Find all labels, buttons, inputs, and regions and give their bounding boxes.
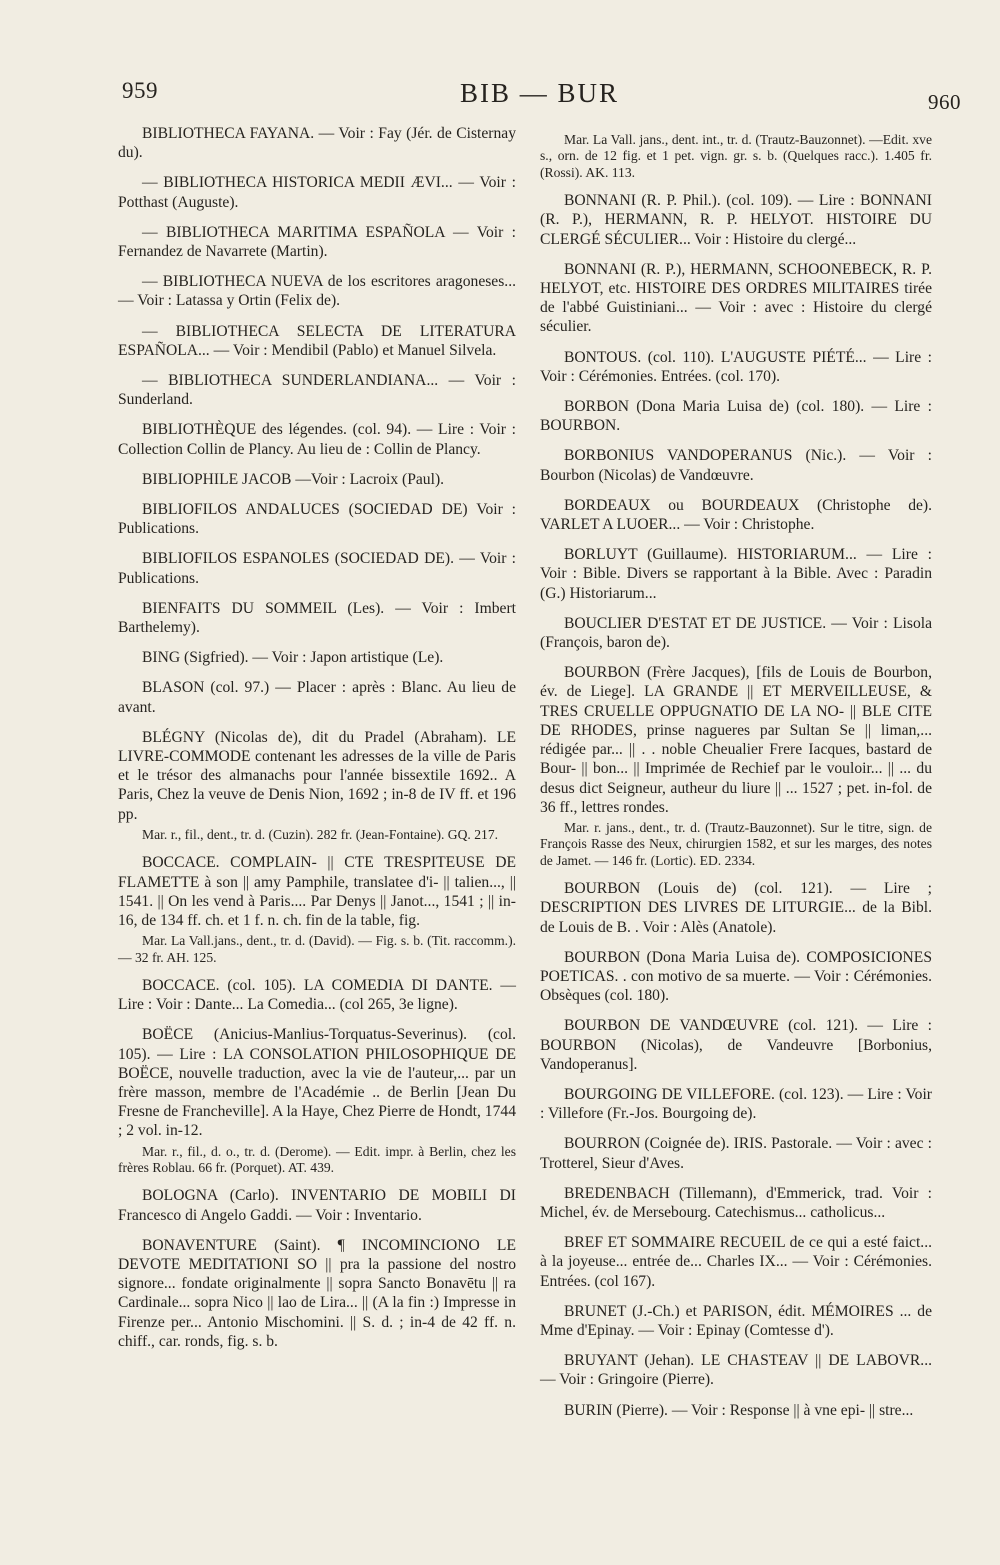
entry: BRUNET (J.-Ch.) et PARISON, édit. MÉMOIRES ... de Mme d'Epinay. — Voir : Epinay (Comtesse d').: [540, 1302, 932, 1339]
entry: BOUCLIER D'ESTAT ET DE JUSTICE. — Voir : Lisola (François, baron de).: [540, 614, 932, 652]
running-head: BIB — BUR: [460, 78, 620, 108]
entry: BIBLIOTHECA FAYANA. — Voir : Fay (Jér. de Cisternay du).: [118, 125, 516, 162]
entry: BIENFAITS DU SOMMEIL (Les). — Voir : Imbert Barthelemy).: [118, 599, 516, 637]
binding-note: Mar. La Vall.jans., dent., tr. d. (David). — Fig. s. b. (Tit. raccomm.). — 32 fr. AH. 125.: [118, 933, 516, 965]
entry: BONNANI (R. P.), HERMANN, SCHOONEBECK, R. P. HELYOT, etc. HISTOIRE DES ORDRES MILITAIRES tirée de l'abbé Guistiniani... — Voir : avec : Histoire du clergé séculier.: [540, 260, 932, 336]
entry: BONTOUS. (col. 110). L'AUGUSTE PIÉTÉ... — Lire : Voir : Cérémonies. Entrées. (col. 170).: [540, 348, 932, 385]
binding-note: Mar. La Vall. jans., dent. int., tr. d. (Trautz-Bauzonnet). —Edit. xve s., orn. de 12 fig. et 1 pet. vign. gr. s. b. (Quelques racc.). 1.405 fr. (Rossi). AK. 113.: [540, 132, 932, 180]
binding-note: Mar. r., fil., d. o., tr. d. (Derome). — Edit. impr. à Berlin, chez les frères Roblau. 66 fr. (Porquet). AT. 439.: [118, 1143, 516, 1175]
left-page-number: 959: [122, 78, 158, 103]
entry: BREF ET SOMMAIRE RECUEIL de ce qui a esté faict... à la joyeuse... entrée de... Charles IX... — Voir : Cérémonies. Entrées. (col 167).: [540, 1234, 932, 1290]
entry: BORBON (Dona Maria Luisa de) (col. 180). — Lire : BOURBON.: [540, 398, 932, 435]
entry: — BIBLIOTHECA SELECTA DE LITERATURA ESPAÑOLA... — Voir : Mendibil (Pablo) et Manuel Silvela.: [118, 322, 516, 359]
binding-note: Mar. r. jans., dent., tr. d. (Trautz-Bauzonnet). Sur le titre, sign. de François Rasse des Neux, chirurgien 1582, et sur les marges, des notes de Jamet. — 146 fr. (Lortic). ED. 2334.: [540, 819, 932, 868]
entry: BOURBON (Dona Maria Luisa de). COMPOSICIONES POETICAS. . con motivo de sa muerte. — Voir : Cérémonies. Obsèques (col. 180).: [540, 948, 932, 1005]
entry: BIBLIOTHÈQUE des légendes. (col. 94). — Lire : Voir : Collection Collin de Plancy. Au lieu de : Collin de Plancy.: [118, 421, 516, 458]
entry: BOCCACE. COMPLAIN- || CTE TRESPITEUSE DE FLAMETTE à son || amy Pamphile, translatee d'i- || talien..., || 1541. || On les vend à Paris.... Par Denys || Janot..., 1541 ; || in-16, de 134 ff. ch. et 1 f. n. ch. fin de la table, fig.: [118, 854, 516, 929]
entry: — BIBLIOTHECA NUEVA de los escritores aragoneses... — Voir : Latassa y Ortin (Felix de).: [118, 273, 516, 310]
entry: BONNANI (R. P. Phil.). (col. 109). — Lire : BONNANI (R. P.), HERMANN, R. P. HELYOT. HISTOIRE DU CLERGÉ SÉCULIER... Voir : Histoire du clergé...: [540, 192, 932, 248]
entry: — BIBLIOTHECA MARITIMA ESPAÑOLA — Voir : Fernandez de Navarrete (Martin).: [118, 223, 516, 261]
entry: BIBLIOPHILE JACOB —Voir : Lacroix (Paul).: [142, 470, 445, 488]
binding-note: Mar. r., fil., dent., tr. d. (Cuzin). 282 fr. (Jean-Fontaine). GQ. 217.: [142, 826, 499, 842]
left-column: [118, 124, 516, 1362]
entry: BOËCE (Anicius-Manlius-Torquatus-Severinus). (col. 105). — Lire : LA CONSOLATION PHILOSOPHIQUE DE BOËCE, nouvelle traduction, avec la vie de l'auteur,... par un frère masson, membre de l'Académie .. de Berlin [Jean Du Fresne de Francheville]. A la Haye, Chez Pierre de Hondt, 1744 ; 2 vol. in-12.: [118, 1026, 516, 1140]
entry: BOURBON (Louis de) (col. 121). — Lire ; DESCRIPTION DES LIVRES DE LITURGIE... de la Bibl. de Louis de B. . Voir : Alès (Anatole).: [540, 880, 932, 936]
entry: BLASON (col. 97.) — Placer : après : Blanc. Au lieu de avant.: [118, 679, 516, 716]
entry: BOURGOING DE VILLEFORE. (col. 123). — Lire : Voir : Villefore (Fr.-Jos. Bourgoing de).: [540, 1085, 932, 1123]
entry: — BIBLIOTHECA SUNDERLANDIANA... — Voir : Sunderland.: [118, 372, 516, 409]
entry: BLÉGNY (Nicolas de), dit du Pradel (Abraham). LE LIVRE-COMMODE contenant les adresses de la ville de Paris et le trésor des almanachs pour l'année bissextile 1692.. A Paris, Chez la veuve de Denis Nion, 1692 ; in-8 de IV ff. et 196 pp.: [118, 728, 516, 823]
entry: BURIN (Pierre). — Voir : Response || à vne epi- || stre...: [564, 1401, 914, 1419]
right-page-number: 960: [928, 90, 961, 114]
entry: BOURBON DE VANDŒUVRE (col. 121). — Lire : BOURBON (Nicolas), de Vandeuvre [Borbonius, Vandoperanus].: [540, 1017, 932, 1073]
entry: BOURBON (Frère Jacques), [fils de Louis de Bourbon, év. de Liege]. LA GRANDE || ET MERVEILLEUSE, & TRES CRUELLE OPPUGNATIO DE LA NO- || BLE CITE DE RHODES, prinse nagueres par Sultan Se || liman,... rédigée par... || . . noble Cheualier Frere Iacques, bastard de Bour- || bon... || Imprimée de Rechief par le vouloir... || ... du desus dict Seigneur, autheur du liure || ... 1527 ; pet. in-fol. de 36 ff., lettres rondes.: [540, 664, 932, 816]
entry: BORDEAUX ou BOURDEAUX (Christophe de). VARLET A LUOER... — Voir : Christophe.: [540, 496, 932, 534]
entry: BIBLIOFILOS ESPANOLES (SOCIEDAD DE). — Voir : Publications.: [118, 550, 516, 587]
entry: BORLUYT (Guillaume). HISTORIARUM... — Lire : Voir : Bible. Divers se rapportant à la Bible. Avec : Paradin (G.) Historiarum...: [540, 546, 932, 602]
entry: — BIBLIOTHECA HISTORICA MEDII ÆVI... — Voir : Potthast (Auguste).: [118, 174, 516, 211]
entry: BING (Sigfried). — Voir : Japon artistique (Le).: [142, 649, 444, 667]
entry: BRUYANT (Jehan). LE CHASTEAV || DE LABOVR... — Voir : Gringoire (Pierre).: [540, 1352, 932, 1389]
entry: BOCCACE. (col. 105). LA COMEDIA DI DANTE. — Lire : Voir : Dante... La Comedia... (col 265, 3e ligne).: [118, 976, 516, 1014]
entry: BOLOGNA (Carlo). INVENTARIO DE MOBILI DI Francesco di Angelo Gaddi. — Voir : Inventario.: [118, 1187, 516, 1224]
entry: BIBLIOFILOS ANDALUCES (SOCIEDAD DE) Voir : Publications.: [118, 501, 516, 538]
entry: BONAVENTURE (Saint). ¶ INCOMINCIONO LE DEVOTE MEDITATIONI SO || pra la passione del nostro signore... fondate originalmente || sopra Sancto Bonavētu || ra Cardinale... sopra Nico || lao de Lira... || (A la fin :) Impresse in Firenze per... Antonio Mischomini. || S. d. ; in-4 de 42 ff. n. chiff., car. ronds, fig. s. b.: [118, 1236, 516, 1350]
entry: BOURRON (Coignée de). IRIS. Pastorale. — Voir : avec : Trotterel, Sieur d'Aves.: [540, 1135, 932, 1172]
entry: BORBONIUS VANDOPERANUS (Nic.). — Voir : Bourbon (Nicolas) de Vandœuvre.: [540, 447, 932, 484]
right-column: [540, 124, 932, 1431]
entry: BREDENBACH (Tillemann), d'Emmerick, trad. Voir : Michel, év. de Mersebourg. Catechismus... catholicus...: [540, 1184, 932, 1221]
